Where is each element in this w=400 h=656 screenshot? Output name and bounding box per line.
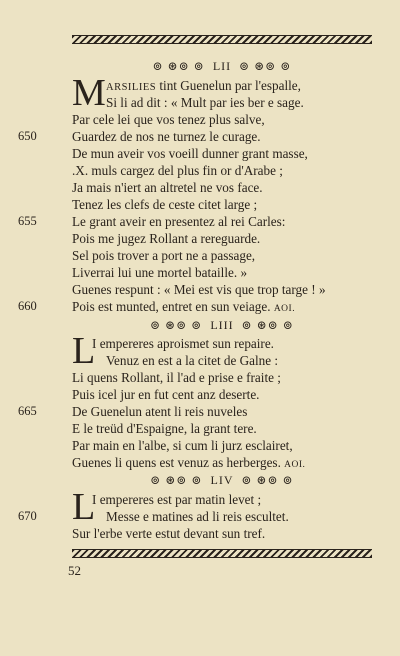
verse-line: Sel pois trover a port ne a passage, <box>72 248 256 263</box>
dropcap-l: L <box>72 486 96 528</box>
verse-line: Le grant aveir en presentez al rei Carles: <box>72 214 286 229</box>
verse-line: Li quens Rollant, il l'ad e prise e fraite ; <box>72 370 281 385</box>
verse-line: Pois me jugez Rollant a rereguarde. <box>72 231 261 246</box>
line-number: 660 <box>18 299 37 313</box>
verse-line: Par main en l'albe, si cum li jurz esclairet, <box>72 438 293 453</box>
verse-line: Liverrai lui une mortel bataille. » <box>72 265 248 280</box>
verse-text: tint Guenelun par l'espalle, <box>156 78 301 93</box>
ornament-right: ⊚ ⊛⊚ ⊚ <box>241 318 294 332</box>
verse-line: I empereres est par matin levet ; <box>92 492 262 507</box>
verse-text: Guenes li quens est venuz as herberges. <box>72 455 281 470</box>
line-number: 655 <box>18 214 37 228</box>
verse-line: Venuz en est a la citet de Galne : <box>106 353 279 368</box>
top-ornament-band <box>72 35 372 44</box>
bottom-ornament-band <box>72 549 372 558</box>
verse-line: Tenez les clefs de ceste citet large ; <box>72 197 258 212</box>
section-heading-liii <box>72 318 372 333</box>
verse-text: Pois est munted, entret en sun veiage. <box>72 299 271 314</box>
section-heading-lii <box>72 59 372 74</box>
aoi-marker: AOI. <box>273 304 296 314</box>
section-title: LIII <box>210 318 234 332</box>
line-number: 665 <box>18 404 37 418</box>
ornament-left: ⊚ ⊛⊚ ⊚ <box>150 318 203 332</box>
line-number: 670 <box>18 509 37 523</box>
section-title: LII <box>212 59 232 73</box>
verse-line: De mun aveir vos voeill dunner grant masse, <box>72 146 308 161</box>
verse-line: Guardez de nos ne turnez le curage. <box>72 129 261 144</box>
verse-line: E le treüd d'Espaigne, la grant tere. <box>72 421 257 436</box>
dropcap-m: M <box>72 72 106 114</box>
verse-line: De Guenelun atent li reis nuveles <box>72 404 248 419</box>
ornament-right: ⊚ ⊛⊚ ⊚ <box>241 473 294 487</box>
verse-first-word: ARSILIES <box>106 82 157 93</box>
page-number: 52 <box>68 563 81 578</box>
verse-line: .X. muls cargez del plus fin or d'Arabe ; <box>72 163 283 178</box>
verse-line: Guenes respunt : « Mei est vis que trop targe ! » <box>72 282 326 297</box>
section-title: LIV <box>210 473 234 487</box>
verse-line: Puis icel jur en fut cent anz deserte. <box>72 387 260 402</box>
verse-line: I empereres aproismet sun repaire. <box>92 336 274 351</box>
verse-line: Messe e matines ad li reis escultet. <box>106 509 289 524</box>
verse-line: Sur l'erbe verte estut devant sun tref. <box>72 526 266 541</box>
section-heading-liv <box>72 473 372 488</box>
line-number: 650 <box>18 129 37 143</box>
ornament-right: ⊚ ⊛⊚ ⊚ <box>239 59 292 73</box>
verse-line: Par cele lei que vos tenez plus salve, <box>72 112 265 127</box>
verse-line <box>72 454 305 474</box>
verse-line: Ja mais n'iert an altretel ne vos face. <box>72 180 263 195</box>
ornament-left: ⊚ ⊛⊚ ⊚ <box>152 59 205 73</box>
verse-line: Si li ad dit : « Mult par ies ber e sage. <box>106 95 304 110</box>
dropcap-l: L <box>72 330 96 372</box>
aoi-marker: AOI. <box>284 460 306 470</box>
ornament-left: ⊚ ⊛⊚ ⊚ <box>150 473 203 487</box>
verse-line <box>72 298 295 318</box>
